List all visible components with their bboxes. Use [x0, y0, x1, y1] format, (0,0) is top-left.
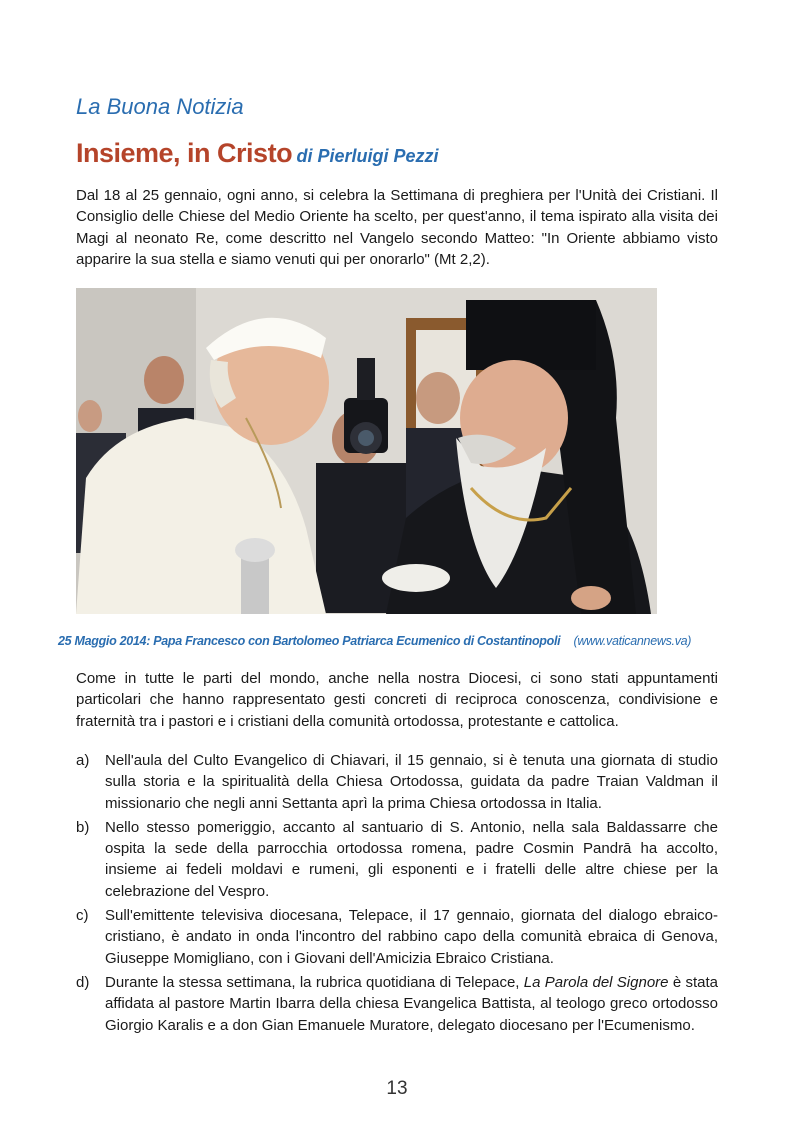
list-item — [76, 750, 718, 814]
list-marker: a) — [76, 752, 90, 769]
body-paragraph: Come in tutte le parti del mondo, anche nella nostra Diocesi, ci sono stati appuntamenti particolari che hanno rappresentato gesti concreti di reciproca conoscenza, condivisione e fraternità tra i pastori e i cristiani della comunità ortodossa, protestante e cattolica. — [76, 670, 718, 730]
article-photo — [76, 288, 657, 614]
list-item-text-before: Durante la stessa settimana, la rubrica quotidiana di Telepace, — [105, 973, 524, 991]
list-item-text: Nello stesso pomeriggio, accanto al santuario di S. Antonio, nella sala Baldassarre che ospita la sede della parrocchia ortodossa romena, padre Cosmin Pandrā ha accolto, insieme ai fedeli moldavi e rumeni, gli esponenti e i fratelli delle altre chiese per la celebrazione del Vespro. — [105, 818, 718, 900]
photo-illustration — [76, 288, 657, 614]
list-item — [76, 905, 718, 969]
photo-source: (www.vaticannews.va) — [573, 634, 692, 648]
photo-caption-text: 25 Maggio 2014: Papa Francesco con Bartolomeo Patriarca Ecumenico di Costantinopoli — [58, 634, 561, 648]
photo-caption — [58, 634, 758, 648]
list-item — [76, 972, 718, 1036]
list-marker: b) — [76, 818, 90, 836]
section-label: La Buona Notizia — [76, 94, 244, 119]
list-item-text: Sull'emittente televisiva diocesana, Telepace, il 17 gennaio, giornata del dialogo ebraico-cristiano, è andato in onda l'incontro del rabbino capo della comunità ebraica di Genova, Giuseppe Momigliano, con i Giovani dell'Amicizia Ebraico Cristiana. — [105, 907, 718, 967]
list-item-text-after: è stata affidata al pastore Martin Ibarra della chiesa Evangelica Battista, al teologo greco ortodosso Giorgio Karalis e a don Gian Emanuele Muratore, delegato diocesano per l'Ecumenismo. — [105, 973, 719, 1034]
list-item — [76, 817, 718, 902]
article-title-row — [76, 138, 439, 169]
page-number: 13 — [386, 1078, 408, 1099]
article-byline: di Pierluigi Pezzi — [296, 146, 439, 166]
list-marker: c) — [76, 907, 89, 925]
intro-paragraph: Dal 18 al 25 gennaio, ogni anno, si celebra la Settimana di preghiera per l'Unità dei Cristiani. Il Consiglio delle Chiese del Medio Oriente ha scelto, per quest'anno, il tema ispirato alla visita dei Magi al neonato Re, come descritto nel Vangelo secondo Matteo: "In Oriente abbiamo visto apparire la sua stella e siamo venuti qui per onorarlo" (Mt 2,2). — [76, 187, 718, 268]
program-title: La Parola del Signore — [523, 973, 669, 991]
events-list — [76, 750, 718, 1039]
list-marker: d) — [76, 973, 90, 991]
list-item-text: Nell'aula del Culto Evangelico di Chiavari, il 15 gennaio, si è tenuta una giornata di studio sulla storia e la spiritualità della Chiesa Ortodossa, guidata da padre Traian Valdman il missionario che negli anni Settanta aprì la prima Chiesa ortodossa in Italia. — [105, 752, 718, 812]
article-title: Insieme, in Cristo — [76, 138, 293, 168]
